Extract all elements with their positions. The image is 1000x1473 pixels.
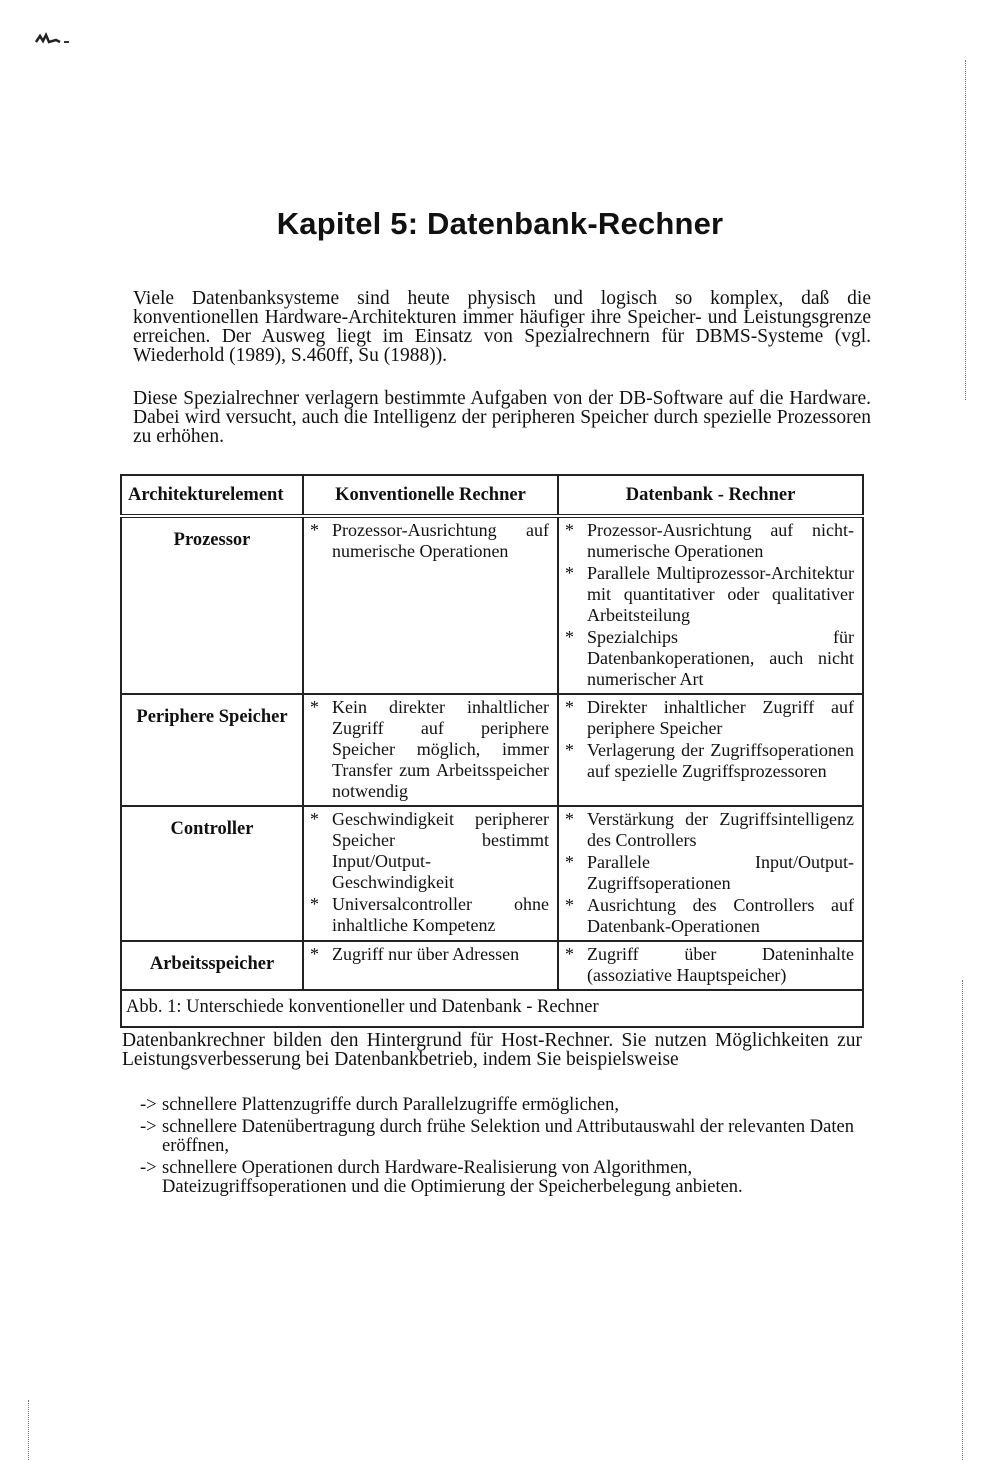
bullet-item — [310, 697, 549, 802]
architecture-element-name: Periphere Speicher — [136, 707, 288, 727]
database-cell — [558, 516, 863, 694]
bullet-item — [565, 740, 854, 782]
architecture-element-name: Controller — [170, 819, 254, 839]
architecture-element-cell — [121, 806, 303, 941]
conventional-cell — [303, 694, 558, 806]
benefit-list — [140, 1096, 860, 1200]
database-cell — [558, 694, 863, 806]
bullet-marker: * — [565, 697, 574, 717]
bullet-text: Parallele Multiprozessor-Architektur mit quantitativer oder qualitativer Arbeitsteilung — [587, 563, 854, 625]
bullet-marker: * — [565, 563, 574, 583]
bullet-text: Prozessor-Ausrichtung auf nicht-numerische Operationen — [587, 520, 854, 561]
bullet-text: Geschwindigkeit peripherer Speicher bestimmt Input/Output-Geschwindigkeit — [332, 809, 549, 892]
bullet-item — [565, 895, 854, 937]
bullet-item — [310, 894, 549, 936]
intro-paragraph: Viele Datenbanksysteme sind heute physisch und logisch so komplex, daß die konventionellen Hardware-Architekturen immer häufiger ihre Speicher- und Leistungsgrenze erreichen. Der Ausweg liegt im Einsatz von Spezialrechnern für DBMS-Systeme (vgl. Wiederhold (1989), S.460ff, Su (1988)). — [133, 288, 871, 366]
bullet-item — [310, 944, 549, 965]
bullet-text: Verlagerung der Zugriffsoperationen auf spezielle Zugriffsprozessoren — [587, 740, 854, 781]
bullet-marker: * — [565, 740, 574, 760]
bullet-item — [310, 809, 549, 893]
bullet-marker: * — [310, 894, 319, 914]
table-row — [121, 806, 863, 941]
bullet-text: Direkter inhaltlicher Zugriff auf periphere Speicher — [587, 697, 854, 738]
chapter-title: Kapitel 5: Datenbank-Rechner — [276, 206, 724, 241]
second-paragraph: Diese Spezialrechner verlagern bestimmte Aufgaben von der DB-Software auf die Hardware. Dabei wird versucht, auch die Intelligenz der peripheren Speicher durch spezielle Prozessoren zu erhöhen. — [133, 388, 871, 447]
scan-edge-line — [962, 980, 963, 1460]
bullet-item — [565, 852, 854, 894]
list-item-text: schnellere Datenübertragung durch frühe Selektion und Attributauswahl der relevanten Daten eröffnen, — [162, 1116, 854, 1156]
architecture-element-cell — [121, 941, 303, 990]
conventional-cell — [303, 806, 558, 941]
bullet-text: Spezialchips für Datenbankoperationen, auch nicht numerischer Art — [587, 627, 854, 689]
scan-edge-line — [28, 1400, 29, 1460]
list-item — [140, 1159, 860, 1198]
header-konventionelle-rechner: Konventionelle Rechner — [303, 475, 558, 516]
header-architekturelement: Architekturelement — [121, 475, 303, 516]
table-row — [121, 516, 863, 694]
architecture-element-name: Arbeitsspeicher — [149, 954, 275, 974]
arrow-marker: -> — [140, 1157, 157, 1178]
bullet-marker: * — [565, 809, 574, 829]
bullet-item — [565, 944, 854, 986]
bullet-marker: * — [565, 852, 574, 872]
bullet-marker: * — [565, 627, 574, 647]
arrow-marker: -> — [140, 1095, 157, 1115]
list-item — [140, 1118, 860, 1157]
arrow-marker: -> — [140, 1116, 157, 1137]
bullet-marker: * — [310, 520, 319, 540]
bullet-item — [565, 697, 854, 739]
architecture-element-cell — [121, 516, 303, 694]
bullet-marker: * — [310, 697, 319, 717]
database-cell — [558, 806, 863, 941]
conventional-cell — [303, 941, 558, 990]
bullet-item — [565, 809, 854, 851]
bullet-marker: * — [565, 944, 574, 964]
bullet-text: Parallele Input/Output-Zugriffsoperationen — [587, 852, 854, 893]
conventional-cell — [303, 516, 558, 694]
database-cell — [558, 941, 863, 990]
bullet-item — [565, 520, 854, 562]
bullet-text: Zugriff nur über Adressen — [332, 944, 520, 964]
architecture-element-name: Prozessor — [173, 530, 251, 550]
table-row — [121, 694, 863, 806]
list-item-text: schnellere Operationen durch Hardware-Realisierung von Algorithmen, Dateizugriffsoperationen und die Optimierung der Speicherbelegung anbieten. — [162, 1157, 743, 1197]
bullet-text: Verstärkung der Zugriffsintelligenz des Controllers — [587, 809, 854, 850]
bullet-text: Ausrichtung des Controllers auf Datenbank-Operationen — [587, 895, 854, 936]
architecture-element-cell — [121, 694, 303, 806]
bullet-marker: * — [565, 895, 574, 915]
scan-artifact — [34, 32, 74, 46]
list-item — [140, 1096, 860, 1116]
bullet-marker: * — [565, 520, 574, 540]
bullet-marker: * — [310, 944, 319, 964]
after-table-paragraph: Datenbankrechner bilden den Hintergrund für Host-Rechner. Sie nutzen Möglichkeiten zur Leistungsverbesserung bei Datenbankbetrieb, indem Sie beispielsweise — [122, 1030, 862, 1070]
bullet-text: Kein direkter inhaltlicher Zugriff auf periphere Speicher möglich, immer Transfer zum Arbeitsspeicher notwendig — [332, 697, 549, 801]
bullet-text: Prozessor-Ausrichtung auf numerische Operationen — [332, 520, 549, 561]
bullet-marker: * — [310, 809, 319, 829]
figure-caption: Abb. 1: Unterschiede konventioneller und Datenbank - Rechner — [121, 990, 863, 1027]
bullet-text: Zugriff über Dateninhalte (assoziative Hauptspeicher) — [587, 944, 854, 985]
table-caption-row — [121, 990, 863, 1027]
table-row — [121, 941, 863, 990]
table-header-row — [121, 475, 863, 516]
bullet-item — [565, 563, 854, 626]
header-datenbank-rechner: Datenbank - Rechner — [558, 475, 863, 516]
list-item-text: schnellere Plattenzugriffe durch Parallelzugriffe ermöglichen, — [162, 1095, 619, 1115]
architecture-comparison-table — [120, 474, 864, 1028]
bullet-item — [565, 627, 854, 690]
bullet-item — [310, 520, 549, 562]
bullet-text: Universalcontroller ohne inhaltliche Kompetenz — [332, 894, 549, 935]
